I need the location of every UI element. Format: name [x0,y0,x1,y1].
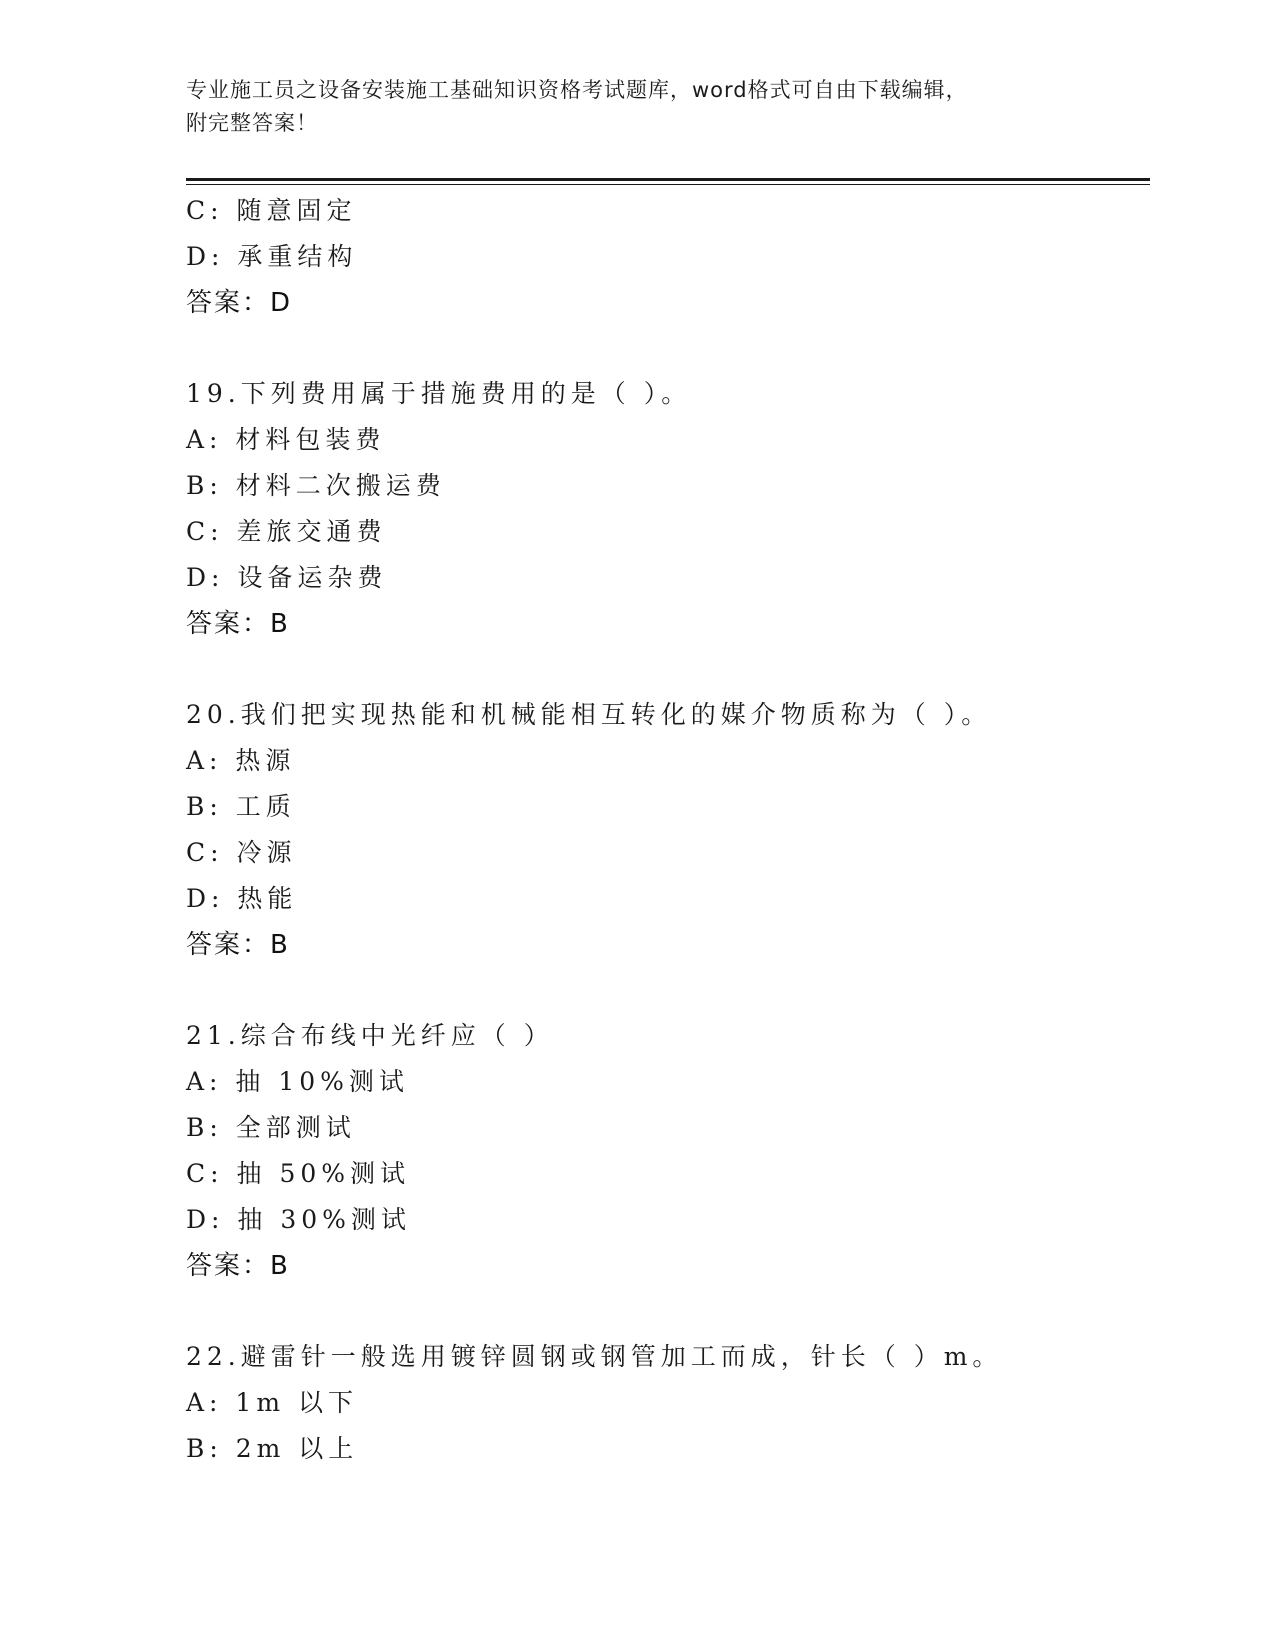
option-d: D: 热能 [186,884,298,913]
option-b: B: 全部测试 [186,1113,356,1142]
question-19 [186,371,1150,647]
question-20 [186,692,1150,968]
question-stem: 19.下列费用属于措施费用的是（ ）。 [186,379,692,408]
document-header [186,74,1086,140]
option-b: B: 材料二次搬运费 [186,471,446,500]
header-divider-thin [186,184,1150,185]
option-b: B: 工质 [186,792,296,821]
spacer [186,1289,1150,1334]
option-a: A: 热源 [186,746,296,775]
question-stem: 20.我们把实现热能和机械能相互转化的媒介物质称为（ ）。 [186,700,992,729]
question-list [186,188,1150,1472]
question-21 [186,1013,1150,1289]
option-d: D: 抽 30%测试 [186,1205,411,1234]
header-title-line-2: 附完整答案！ [186,111,318,135]
question-stem: 21.综合布线中光纤应（ ） [186,1021,554,1050]
option-a: A: 抽 10%测试 [186,1067,409,1096]
question-18-continued [186,188,1150,326]
answer-line: 答案：D [186,288,293,318]
header-divider-thick [186,178,1150,181]
option-a: A: 材料包装费 [186,425,386,454]
option-b: B: 2m 以上 [186,1434,359,1463]
answer-line: 答案：B [186,930,290,960]
question-22 [186,1334,1150,1472]
answer-line: 答案：B [186,609,290,639]
option-c: C: 抽 50%测试 [186,1159,411,1188]
option-a: A: 1m 以下 [186,1388,358,1417]
option-d: D: 承重结构 [186,242,358,271]
question-stem: 22.避雷针一般选用镀锌圆钢或钢管加工而成，针长（ ）m。 [186,1342,1003,1371]
option-c: C: 随意固定 [186,196,357,225]
option-d: D: 设备运杂费 [186,563,388,592]
header-title-line-1: 专业施工员之设备安装施工基础知识资格考试题库，word格式可自由下载编辑， [186,78,968,102]
spacer [186,968,1150,1013]
option-c: C: 差旅交通费 [186,517,387,546]
answer-line: 答案：B [186,1251,290,1281]
spacer [186,326,1150,371]
spacer [186,647,1150,692]
option-c: C: 冷源 [186,838,297,867]
